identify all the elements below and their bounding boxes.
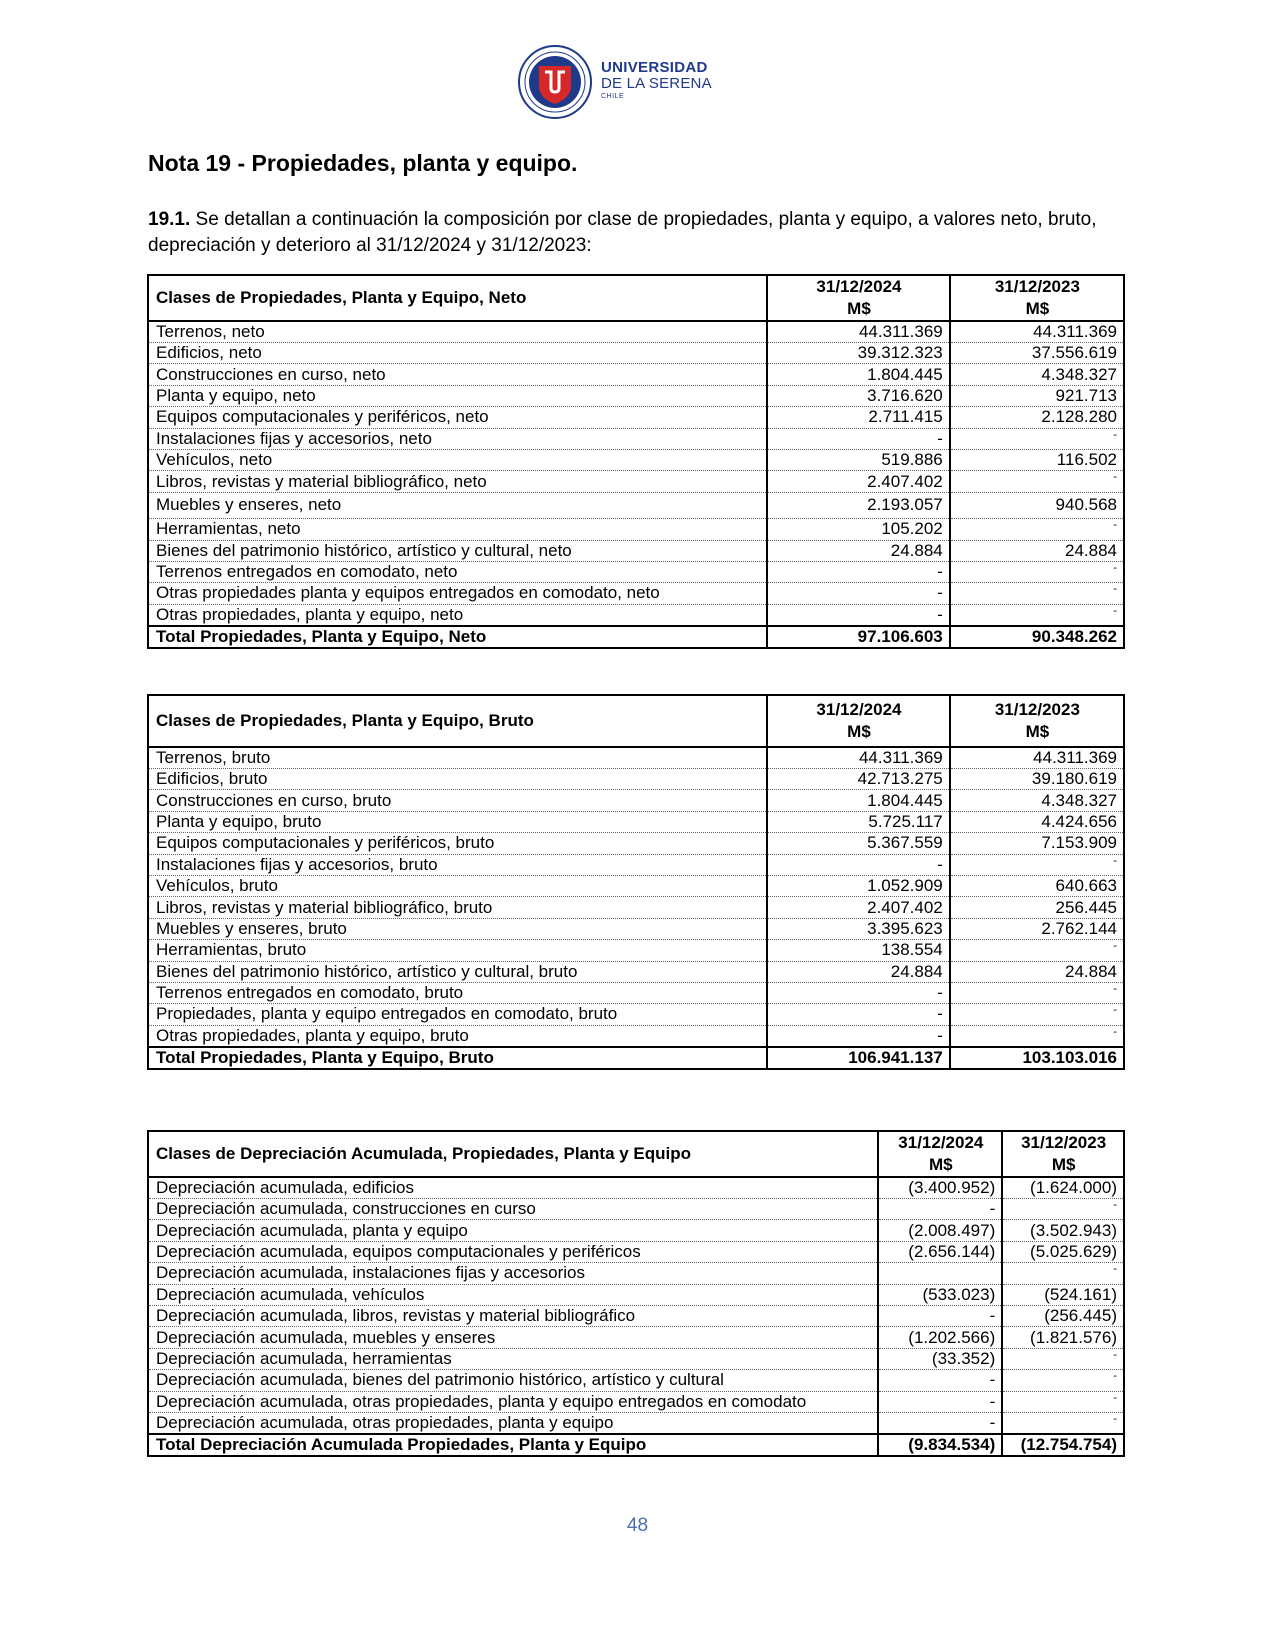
- total-value-2024: 97.106.603: [767, 626, 950, 648]
- row-value-2023: -: [1002, 1391, 1124, 1412]
- header-unit: M$: [847, 299, 871, 318]
- row-value-2023: 256.445: [950, 897, 1124, 918]
- row-value-2023: 2.762.144: [950, 918, 1124, 939]
- row-value-2023: 2.128.280: [950, 407, 1124, 428]
- row-value-2023: 24.884: [950, 540, 1124, 561]
- row-value-2024: -: [767, 428, 950, 449]
- header-col1: [878, 1131, 1002, 1177]
- total-label: Total Depreciación Acumulada Propiedades, Planta y Equipo: [148, 1434, 878, 1456]
- university-seal-icon: [517, 44, 593, 120]
- row-label: Instalaciones fijas y accesorios, neto: [148, 428, 767, 449]
- page-number: 48: [626, 1515, 649, 1536]
- total-value-2023: (12.754.754): [1002, 1434, 1124, 1456]
- row-value-2023: 921.713: [950, 385, 1124, 406]
- total-value-2023: 103.103.016: [950, 1047, 1124, 1069]
- total-label: Total Propiedades, Planta y Equipo, Neto: [148, 626, 767, 648]
- row-value-2024: -: [767, 1004, 950, 1025]
- row-value-2024: 2.193.057: [767, 492, 950, 518]
- row-value-2024: [878, 1263, 1002, 1284]
- table-row: [148, 1391, 1124, 1412]
- row-value-2024: 44.311.369: [767, 321, 950, 343]
- table-row: [148, 1241, 1124, 1262]
- row-value-2023: 39.180.619: [950, 769, 1124, 790]
- table-row: [148, 604, 1124, 626]
- row-value-2024: 24.884: [767, 961, 950, 982]
- table-row: [148, 1263, 1124, 1284]
- row-value-2023: 640.663: [950, 875, 1124, 896]
- header-date: 31/12/2023: [994, 700, 1080, 719]
- header-unit: M$: [1025, 299, 1050, 318]
- row-label: Equipos computacionales y periféricos, neto: [148, 407, 767, 428]
- row-label: Propiedades, planta y equipo entregados en comodato, bruto: [148, 1004, 767, 1025]
- row-value-2024: -: [878, 1305, 1002, 1326]
- table-row: [148, 811, 1124, 832]
- row-label: Vehículos, neto: [148, 449, 767, 470]
- row-value-2024: 1.804.445: [767, 364, 950, 385]
- table-row: [148, 961, 1124, 982]
- row-value-2024: 1.804.445: [767, 790, 950, 811]
- row-label: Depreciación acumulada, muebles y enseres: [148, 1327, 878, 1348]
- row-label: Depreciación acumulada, herramientas: [148, 1348, 878, 1369]
- table-bruto: [147, 694, 1125, 1070]
- row-label: Depreciación acumulada, construcciones en curso: [148, 1199, 878, 1220]
- row-value-2024: 5.367.559: [767, 833, 950, 854]
- row-value-2024: (33.352): [878, 1348, 1002, 1369]
- table-row: [148, 897, 1124, 918]
- row-label: Vehículos, bruto: [148, 875, 767, 896]
- row-value-2023: -: [950, 604, 1124, 626]
- row-value-2024: (533.023): [878, 1284, 1002, 1305]
- row-label: Bienes del patrimonio histórico, artístico y cultural, bruto: [148, 961, 767, 982]
- row-label: Terrenos, bruto: [148, 747, 767, 769]
- row-value-2023: (1.821.576): [1002, 1327, 1124, 1348]
- table-row: [148, 449, 1124, 470]
- row-value-2024: 138.554: [767, 940, 950, 961]
- row-value-2024: -: [767, 561, 950, 582]
- page-title: Nota 19 - Propiedades, planta y equipo.: [148, 150, 578, 176]
- table-row: [148, 1305, 1124, 1326]
- header-label: Clases de Propiedades, Planta y Equipo, Bruto: [148, 695, 767, 747]
- row-value-2023: 116.502: [950, 449, 1124, 470]
- header-col1: [767, 695, 950, 747]
- row-value-2023: (524.161): [1002, 1284, 1124, 1305]
- row-value-2024: -: [878, 1370, 1002, 1391]
- row-label: Otras propiedades, planta y equipo, bruto: [148, 1025, 767, 1047]
- row-value-2023: -: [1002, 1412, 1124, 1434]
- table-row: [148, 1284, 1124, 1305]
- row-value-2024: (1.202.566): [878, 1327, 1002, 1348]
- table-row: [148, 790, 1124, 811]
- table-row: [148, 1177, 1124, 1199]
- row-value-2024: 519.886: [767, 449, 950, 470]
- university-logo: [517, 44, 717, 120]
- row-label: Terrenos, neto: [148, 321, 767, 343]
- row-value-2024: (2.656.144): [878, 1241, 1002, 1262]
- row-label: Depreciación acumulada, planta y equipo: [148, 1220, 878, 1241]
- row-value-2023: (1.624.000): [1002, 1177, 1124, 1199]
- logo-text-line3: CHILE: [601, 93, 625, 100]
- header-label: Clases de Depreciación Acumulada, Propiedades, Planta y Equipo: [148, 1131, 878, 1177]
- row-label: Herramientas, neto: [148, 519, 767, 540]
- intro-text: Se detallan a continuación la composición por clase de propiedades, planta y equipo, a valores neto, bruto, depreciación y deterioro al 31/12/2024 y 31/12/2023:: [148, 209, 1097, 256]
- row-label: Bienes del patrimonio histórico, artístico y cultural, neto: [148, 540, 767, 561]
- row-label: Equipos computacionales y periféricos, bruto: [148, 833, 767, 854]
- row-value-2024: 5.725.117: [767, 811, 950, 832]
- row-value-2023: -: [1002, 1348, 1124, 1369]
- row-value-2023: -: [1002, 1199, 1124, 1220]
- table-row: [148, 471, 1124, 492]
- row-value-2023: -: [1002, 1263, 1124, 1284]
- header-date: 31/12/2024: [816, 700, 902, 719]
- row-label: Muebles y enseres, bruto: [148, 918, 767, 939]
- total-label: Total Propiedades, Planta y Equipo, Bruto: [148, 1047, 767, 1069]
- row-label: Construcciones en curso, neto: [148, 364, 767, 385]
- row-label: Planta y equipo, neto: [148, 385, 767, 406]
- row-label: Planta y equipo, bruto: [148, 811, 767, 832]
- row-label: Depreciación acumulada, libros, revistas y material bibliográfico: [148, 1305, 878, 1326]
- table-total-row: [148, 1434, 1124, 1456]
- row-value-2023: -: [950, 471, 1124, 492]
- table-row: [148, 833, 1124, 854]
- row-label: Depreciación acumulada, edificios: [148, 1177, 878, 1199]
- header-col2: [950, 275, 1124, 321]
- header-date: 31/12/2023: [994, 277, 1080, 296]
- row-value-2023: -: [950, 519, 1124, 540]
- table-row: [148, 747, 1124, 769]
- row-value-2023: 44.311.369: [950, 747, 1124, 769]
- row-value-2023: -: [950, 854, 1124, 875]
- row-label: Construcciones en curso, bruto: [148, 790, 767, 811]
- table-row: [148, 854, 1124, 875]
- table-row: [148, 1199, 1124, 1220]
- table-row: [148, 364, 1124, 385]
- row-label: Depreciación acumulada, otras propiedades, planta y equipo entregados en comodato: [148, 1391, 878, 1412]
- total-value-2023: 90.348.262: [950, 626, 1124, 648]
- row-value-2023: 37.556.619: [950, 343, 1124, 364]
- table-row: [148, 561, 1124, 582]
- row-value-2024: 2.711.415: [767, 407, 950, 428]
- table-row: [148, 982, 1124, 1003]
- row-value-2023: -: [950, 561, 1124, 582]
- row-value-2023: 7.153.909: [950, 833, 1124, 854]
- row-value-2023: -: [950, 583, 1124, 604]
- logo-text-line1: UNIVERSIDAD: [601, 59, 708, 76]
- table-row: [148, 1370, 1124, 1391]
- row-label: Libros, revistas y material bibliográfico, bruto: [148, 897, 767, 918]
- row-value-2023: -: [1002, 1370, 1124, 1391]
- row-value-2023: (256.445): [1002, 1305, 1124, 1326]
- total-value-2024: 106.941.137: [767, 1047, 950, 1069]
- table-total-row: [148, 1047, 1124, 1069]
- table-row: [148, 875, 1124, 896]
- table-row: [148, 769, 1124, 790]
- row-label: Depreciación acumulada, instalaciones fijas y accesorios: [148, 1263, 878, 1284]
- table-row: [148, 1348, 1124, 1369]
- table-row: [148, 321, 1124, 343]
- row-value-2023: -: [950, 940, 1124, 961]
- table-row: [148, 385, 1124, 406]
- table-row: [148, 519, 1124, 540]
- row-value-2024: -: [767, 604, 950, 626]
- table-header-row: [148, 275, 1124, 321]
- row-value-2024: 105.202: [767, 519, 950, 540]
- header-date: 31/12/2024: [816, 277, 902, 296]
- header-date: 31/12/2023: [1021, 1133, 1107, 1152]
- row-value-2024: (3.400.952): [878, 1177, 1002, 1199]
- table-row: [148, 428, 1124, 449]
- row-value-2023: 4.348.327: [950, 364, 1124, 385]
- table-row: [148, 540, 1124, 561]
- row-value-2024: -: [767, 583, 950, 604]
- row-value-2024: -: [878, 1412, 1002, 1434]
- table-depreciacion: [147, 1130, 1125, 1457]
- row-label: Depreciación acumulada, equipos computacionales y periféricos: [148, 1241, 878, 1262]
- row-value-2024: -: [878, 1391, 1002, 1412]
- header-label: Clases de Propiedades, Planta y Equipo, Neto: [148, 275, 767, 321]
- row-value-2024: -: [878, 1199, 1002, 1220]
- table-neto: [147, 274, 1125, 649]
- row-value-2023: (5.025.629): [1002, 1241, 1124, 1262]
- row-value-2024: 44.311.369: [767, 747, 950, 769]
- table-row: [148, 1327, 1124, 1348]
- table-header-row: [148, 695, 1124, 747]
- row-label: Otras propiedades, planta y equipo, neto: [148, 604, 767, 626]
- row-label: Depreciación acumulada, bienes del patrimonio histórico, artístico y cultural: [148, 1370, 878, 1391]
- row-value-2024: 3.716.620: [767, 385, 950, 406]
- table-header-row: [148, 1131, 1124, 1177]
- total-value-2024: (9.834.534): [878, 1434, 1002, 1456]
- row-value-2024: 2.407.402: [767, 897, 950, 918]
- row-value-2024: -: [767, 1025, 950, 1047]
- row-label: Libros, revistas y material bibliográfico, neto: [148, 471, 767, 492]
- row-value-2023: (3.502.943): [1002, 1220, 1124, 1241]
- row-value-2024: 1.052.909: [767, 875, 950, 896]
- row-value-2024: -: [767, 854, 950, 875]
- row-value-2024: -: [767, 982, 950, 1003]
- row-label: Terrenos entregados en comodato, neto: [148, 561, 767, 582]
- row-label: Muebles y enseres, neto: [148, 492, 767, 518]
- header-unit: M$: [1051, 1155, 1076, 1174]
- row-value-2023: 44.311.369: [950, 321, 1124, 343]
- row-label: Edificios, neto: [148, 343, 767, 364]
- row-value-2023: -: [950, 428, 1124, 449]
- row-value-2023: 940.568: [950, 492, 1124, 518]
- intro-paragraph: [148, 207, 1138, 259]
- row-label: Herramientas, bruto: [148, 940, 767, 961]
- row-label: Edificios, bruto: [148, 769, 767, 790]
- intro-number: 19.1.: [148, 209, 191, 230]
- row-value-2024: (2.008.497): [878, 1220, 1002, 1241]
- table-row: [148, 940, 1124, 961]
- table-row: [148, 1004, 1124, 1025]
- header-col2: [1002, 1131, 1124, 1177]
- row-value-2024: 39.312.323: [767, 343, 950, 364]
- header-col2: [950, 695, 1124, 747]
- header-unit: M$: [847, 722, 871, 741]
- logo-text-line2: DE LA SERENA: [601, 75, 712, 92]
- row-label: Otras propiedades planta y equipos entregados en comodato, neto: [148, 583, 767, 604]
- row-label: Instalaciones fijas y accesorios, bruto: [148, 854, 767, 875]
- table-row: [148, 407, 1124, 428]
- row-value-2023: -: [950, 1004, 1124, 1025]
- header-unit: M$: [1025, 722, 1050, 741]
- row-label: Terrenos entregados en comodato, bruto: [148, 982, 767, 1003]
- table-row: [148, 343, 1124, 364]
- row-label: Depreciación acumulada, vehículos: [148, 1284, 878, 1305]
- table-total-row: [148, 626, 1124, 648]
- table-row: [148, 1025, 1124, 1047]
- row-value-2023: 4.424.656: [950, 811, 1124, 832]
- row-value-2023: 4.348.327: [950, 790, 1124, 811]
- table-row: [148, 918, 1124, 939]
- row-value-2023: 24.884: [950, 961, 1124, 982]
- table-row: [148, 1220, 1124, 1241]
- row-value-2024: 42.713.275: [767, 769, 950, 790]
- row-value-2023: -: [950, 982, 1124, 1003]
- row-value-2024: 24.884: [767, 540, 950, 561]
- header-date: 31/12/2024: [898, 1133, 984, 1152]
- row-value-2023: -: [950, 1025, 1124, 1047]
- table-row: [148, 583, 1124, 604]
- row-label: Depreciación acumulada, otras propiedades, planta y equipo: [148, 1412, 878, 1434]
- row-value-2024: 2.407.402: [767, 471, 950, 492]
- header-unit: M$: [929, 1155, 953, 1174]
- table-row: [148, 492, 1124, 518]
- row-value-2024: 3.395.623: [767, 918, 950, 939]
- header-col1: [767, 275, 950, 321]
- table-row: [148, 1412, 1124, 1434]
